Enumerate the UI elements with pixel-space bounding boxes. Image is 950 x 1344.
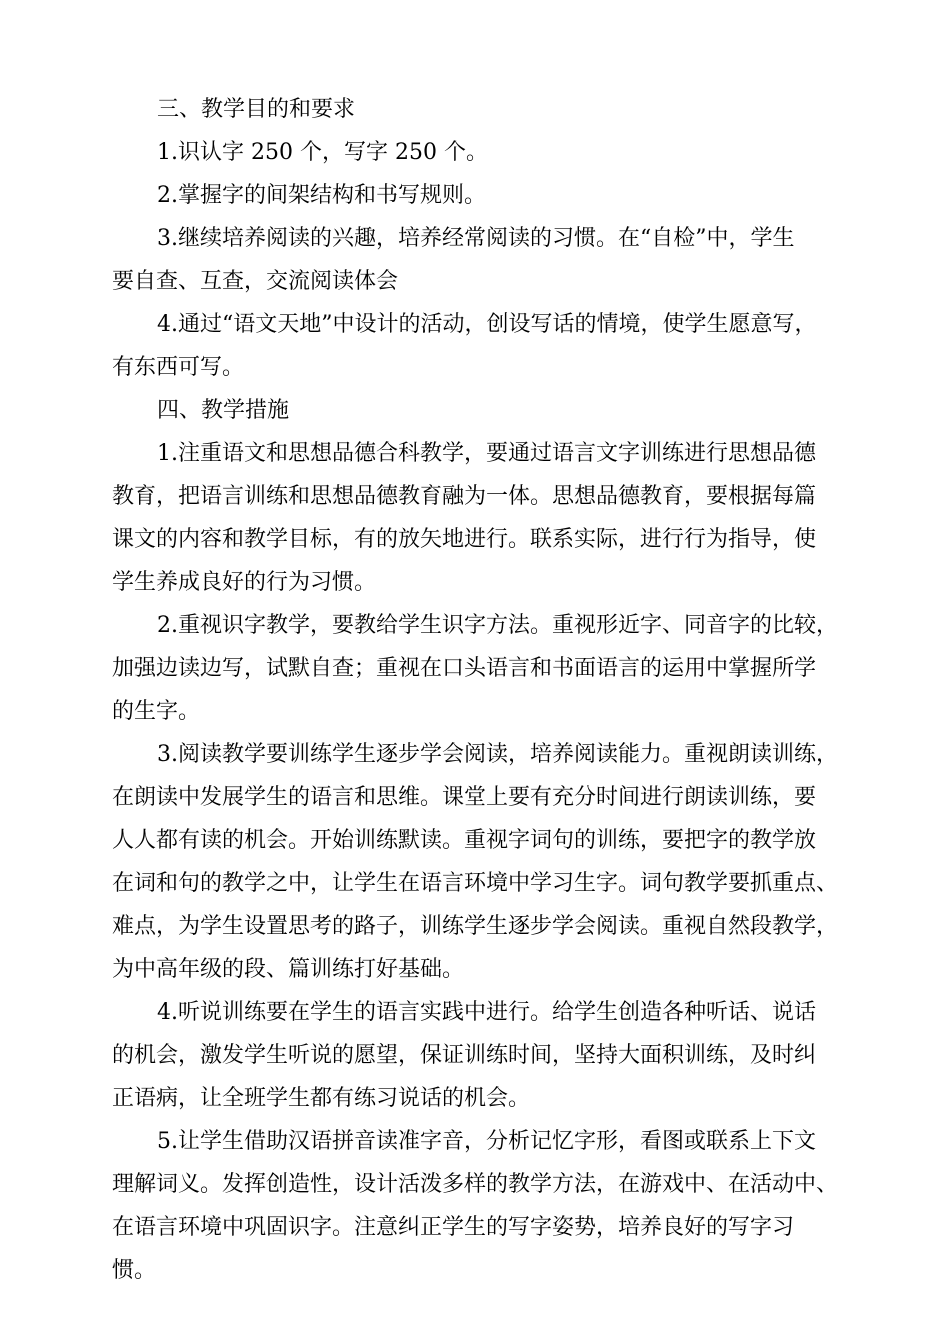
document-page <box>112 88 838 1292</box>
paragraph-line: 3.阅读教学要训练学生逐步学会阅读，培养阅读能力。重视朗读训练， <box>157 742 838 767</box>
paragraph-line: 的机会，激发学生听说的愿望，保证训练时间，坚持大面积训练，及时纠 <box>112 1043 817 1068</box>
paragraph-line: 惯。 <box>112 1258 157 1283</box>
paragraph-line: 在朗读中发展学生的语言和思维。课堂上要有充分时间进行朗读训练，要 <box>112 785 817 810</box>
paragraph-line: 正语病，让全班学生都有练习说话的机会。 <box>112 1086 531 1111</box>
paragraph-line: 教育，把语言训练和思想品德教育融为一体。思想品德教育，要根据每篇 <box>112 484 817 509</box>
paragraph-line: 3.继续培养阅读的兴趣，培养经常阅读的习惯。在“自检”中，学生 <box>157 226 795 251</box>
paragraph-line: 加强边读边写，试默自查；重视在口头语言和书面语言的运用中掌握所学 <box>112 656 817 681</box>
paragraph-line: 在语言环境中巩固识字。注意纠正学生的写字姿势，培养良好的写字习 <box>112 1215 795 1240</box>
paragraph-line: 4.听说训练要在学生的语言实践中进行。给学生创造各种听话、说话 <box>157 1000 816 1025</box>
paragraph-line: 要自查、互查，交流阅读体会 <box>112 269 399 294</box>
section-heading: 三、教学目的和要求 <box>157 97 356 122</box>
paragraph-line: 5.让学生借助汉语拼音读准字音，分析记忆字形，看图或联系上下文 <box>157 1129 816 1154</box>
paragraph-line: 人人都有读的机会。开始训练默读。重视字词句的训练，要把字的教学放 <box>112 828 817 853</box>
paragraph-line: 2.重视识字教学，要教给学生识字方法。重视形近字、同音字的比较， <box>157 613 838 638</box>
paragraph-line: 理解词义。发挥创造性，设计活泼多样的教学方法，在游戏中、在活动中、 <box>112 1172 839 1197</box>
paragraph-line: 有东西可写。 <box>112 355 245 380</box>
section-heading: 四、教学措施 <box>157 398 290 423</box>
paragraph-line: 4.通过“语文天地”中设计的活动，创设写话的情境，使学生愿意写， <box>157 312 817 337</box>
paragraph-line: 2.掌握字的间架结构和书写规则。 <box>157 183 486 208</box>
paragraph-line: 的生字。 <box>112 699 201 724</box>
paragraph-line: 1.注重语文和思想品德合科教学，要通过语言文字训练进行思想品德 <box>157 441 816 466</box>
paragraph-line: 为中高年级的段、篇训练打好基础。 <box>112 957 465 982</box>
paragraph-line: 1.识认字 250 个，写字 250 个。 <box>157 140 488 165</box>
paragraph-line: 学生养成良好的行为习惯。 <box>112 570 377 595</box>
paragraph-line: 课文的内容和教学目标，有的放矢地进行。联系实际，进行行为指导，使 <box>112 527 817 552</box>
paragraph-line: 在词和句的教学之中，让学生在语言环境中学习生字。词句教学要抓重点、 <box>112 871 839 896</box>
paragraph-line: 难点，为学生设置思考的路子，训练学生逐步学会阅读。重视自然段教学， <box>112 914 839 939</box>
